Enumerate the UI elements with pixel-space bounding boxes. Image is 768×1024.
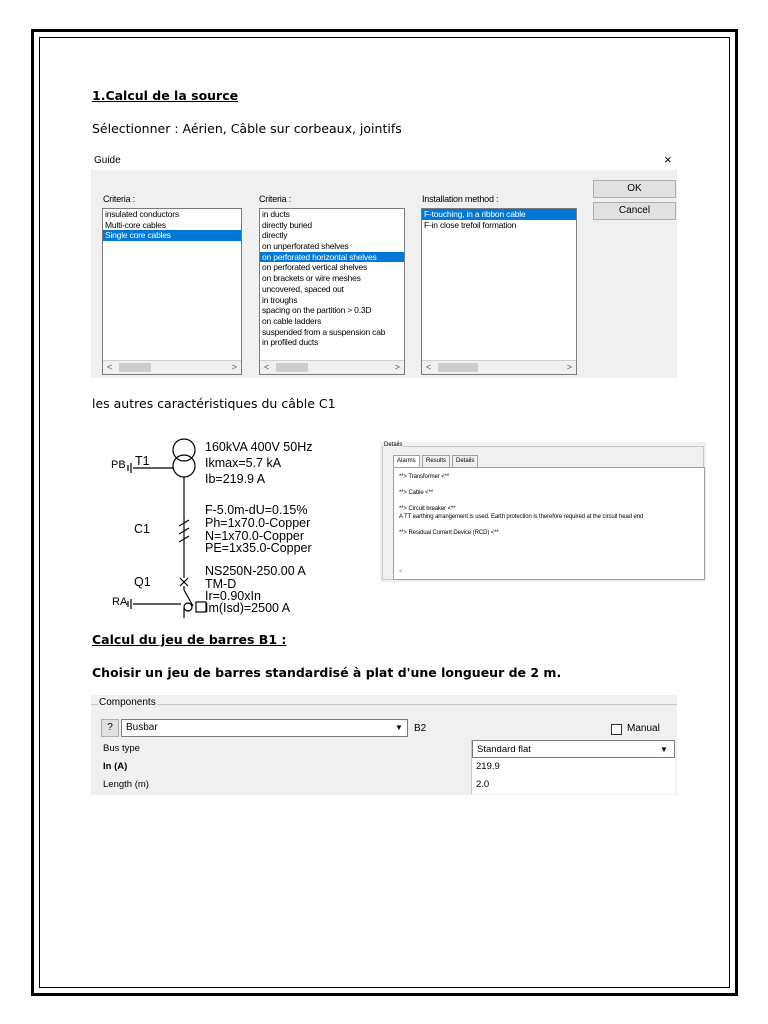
scroll-thumb[interactable] bbox=[119, 363, 151, 372]
details-content bbox=[393, 467, 705, 580]
alarm-line: **> Circuit breaker <** bbox=[399, 506, 456, 512]
tab-results[interactable]: Results bbox=[422, 455, 450, 467]
c1-label: C1 bbox=[134, 522, 150, 536]
guide-dialog-title: Guide bbox=[94, 155, 121, 166]
component-type-select[interactable] bbox=[121, 719, 408, 737]
criteria2-item[interactable]: on brackets or wire meshes bbox=[262, 273, 361, 284]
manual-label: Manual bbox=[627, 723, 660, 734]
busbar-instruction: Choisir un jeu de barres standardisé à plat d'une longueur de 2 m. bbox=[92, 665, 562, 680]
cable-characteristics-intro: les autres caractéristiques du câble C1 bbox=[92, 396, 336, 411]
criteria1-item[interactable]: Multi-core cables bbox=[105, 219, 166, 230]
installation-method-item[interactable]: F-in close trefoil formation bbox=[424, 219, 517, 230]
cable-ph: Ph=1x70.0-Copper bbox=[205, 516, 311, 530]
pb-label: PB bbox=[111, 459, 126, 471]
criteria2-scrollbar[interactable] bbox=[260, 360, 404, 374]
installation-method-item[interactable]: F-touching, in a ribbon cable bbox=[422, 209, 576, 220]
q1-label: Q1 bbox=[134, 575, 151, 589]
length-value-field[interactable]: 2.0 bbox=[472, 776, 675, 794]
breaker-type: NS250N-250.00 A bbox=[205, 564, 306, 578]
cable-f: F-5.0m-dU=0.15% bbox=[205, 503, 308, 517]
alarm-line: A TT earthing arrangement is used. Earth protection is therefore required at the circuit head end bbox=[399, 514, 644, 520]
t1-label: T1 bbox=[135, 454, 150, 468]
ra-label: RA bbox=[112, 596, 128, 608]
properties-grid bbox=[99, 740, 675, 794]
manual-checkbox[interactable] bbox=[611, 724, 622, 735]
components-divider bbox=[91, 704, 677, 705]
cancel-button[interactable]: Cancel bbox=[593, 202, 676, 220]
criteria2-item[interactable]: spacing on the partition > 0.3D bbox=[262, 305, 372, 316]
transformer-rating: 160kVA 400V 50Hz bbox=[205, 440, 313, 454]
criteria2-item[interactable]: on perforated horizontal shelves bbox=[260, 252, 404, 263]
criteria1-listbox[interactable] bbox=[102, 208, 242, 375]
ikmax-value: Ikmax=5.7 kA bbox=[205, 456, 282, 470]
cable-n: N=1x70.0-Copper bbox=[205, 529, 305, 543]
table-row bbox=[99, 740, 675, 758]
tab-details[interactable]: Details bbox=[452, 455, 478, 467]
installation-method-label: Installation method : bbox=[422, 194, 499, 204]
alarm-line: **> Transformer <** bbox=[399, 474, 450, 480]
criteria2-item[interactable]: on perforated vertical shelves bbox=[262, 262, 368, 273]
alarm-line: **> Cable <** bbox=[399, 490, 434, 496]
scroll-thumb[interactable] bbox=[276, 363, 308, 372]
criteria2-item[interactable]: uncovered, spaced out bbox=[262, 283, 344, 294]
criteria2-item[interactable]: directly buried bbox=[262, 219, 312, 230]
criteria1-item[interactable]: Single core cables bbox=[103, 230, 241, 241]
ok-button[interactable]: OK bbox=[593, 180, 676, 198]
chevron-down-icon[interactable]: ▼ bbox=[395, 723, 403, 732]
in-value-field[interactable]: 219.9 bbox=[472, 758, 675, 776]
scroll-left-icon[interactable]: < bbox=[399, 569, 403, 575]
criteria2-item[interactable]: in troughs bbox=[262, 294, 298, 305]
scroll-right-icon[interactable]: > bbox=[231, 362, 237, 372]
section-title-source: 1.Calcul de la source bbox=[92, 88, 239, 103]
in-label: In (A) bbox=[99, 758, 472, 776]
scroll-left-icon[interactable]: < bbox=[264, 362, 270, 372]
trip-unit: TM-D bbox=[205, 577, 237, 591]
bus-type-label: Bus type bbox=[99, 740, 472, 758]
length-label: Length (m) bbox=[99, 776, 472, 794]
rcd-toroid bbox=[184, 603, 192, 611]
scroll-right-icon[interactable]: > bbox=[394, 362, 400, 372]
criteria2-item[interactable]: in ducts bbox=[262, 209, 290, 219]
bus-type-select[interactable] bbox=[472, 740, 675, 758]
bus-type-value: Standard flat bbox=[477, 744, 531, 755]
criteria2-listbox[interactable] bbox=[259, 208, 405, 375]
table-row bbox=[99, 776, 675, 794]
table-row bbox=[99, 758, 675, 776]
alarm-line: **> Residual Current Device (RCD) <** bbox=[399, 530, 499, 536]
im-setting: Im(Isd)=2500 A bbox=[205, 601, 291, 615]
ib-value: Ib=219.9 A bbox=[205, 472, 266, 486]
criteria2-label: Criteria : bbox=[259, 194, 292, 204]
close-icon[interactable]: × bbox=[664, 152, 672, 167]
criteria2-item[interactable]: suspended from a suspension cab bbox=[262, 326, 386, 337]
scroll-thumb[interactable] bbox=[438, 363, 478, 372]
component-type-value: Busbar bbox=[126, 722, 158, 733]
source-instruction: Sélectionner : Aérien, Câble sur corbeaux, jointifs bbox=[92, 121, 402, 136]
scroll-left-icon[interactable]: < bbox=[107, 362, 113, 372]
installation-method-listbox[interactable] bbox=[421, 208, 577, 375]
ir-setting: Ir=0.90xIn bbox=[205, 589, 261, 603]
installation-scrollbar[interactable] bbox=[422, 360, 576, 374]
help-button[interactable]: ? bbox=[101, 719, 119, 737]
criteria1-label: Criteria : bbox=[103, 194, 136, 204]
criteria1-item[interactable]: insulated conductors bbox=[105, 209, 179, 219]
tab-alarms[interactable]: Alarms bbox=[393, 455, 420, 467]
section-title-busbar: Calcul du jeu de barres B1 : bbox=[92, 632, 287, 647]
component-name: B2 bbox=[414, 723, 427, 734]
criteria2-item[interactable]: on cable ladders bbox=[262, 315, 322, 326]
scroll-right-icon[interactable]: > bbox=[566, 362, 572, 372]
scroll-left-icon[interactable]: < bbox=[426, 362, 432, 372]
transformer-secondary-winding bbox=[173, 455, 195, 477]
criteria2-item[interactable]: directly bbox=[262, 230, 288, 241]
criteria2-item[interactable]: in profiled ducts bbox=[262, 337, 319, 348]
chevron-down-icon[interactable]: ▼ bbox=[660, 745, 668, 754]
criteria1-scrollbar[interactable] bbox=[103, 360, 241, 374]
cable-pe: PE=1x35.0-Copper bbox=[205, 541, 312, 555]
criteria2-item[interactable]: on unperforated shelves bbox=[262, 241, 349, 252]
details-legend: Details bbox=[384, 442, 403, 448]
components-legend: Components bbox=[99, 697, 156, 708]
